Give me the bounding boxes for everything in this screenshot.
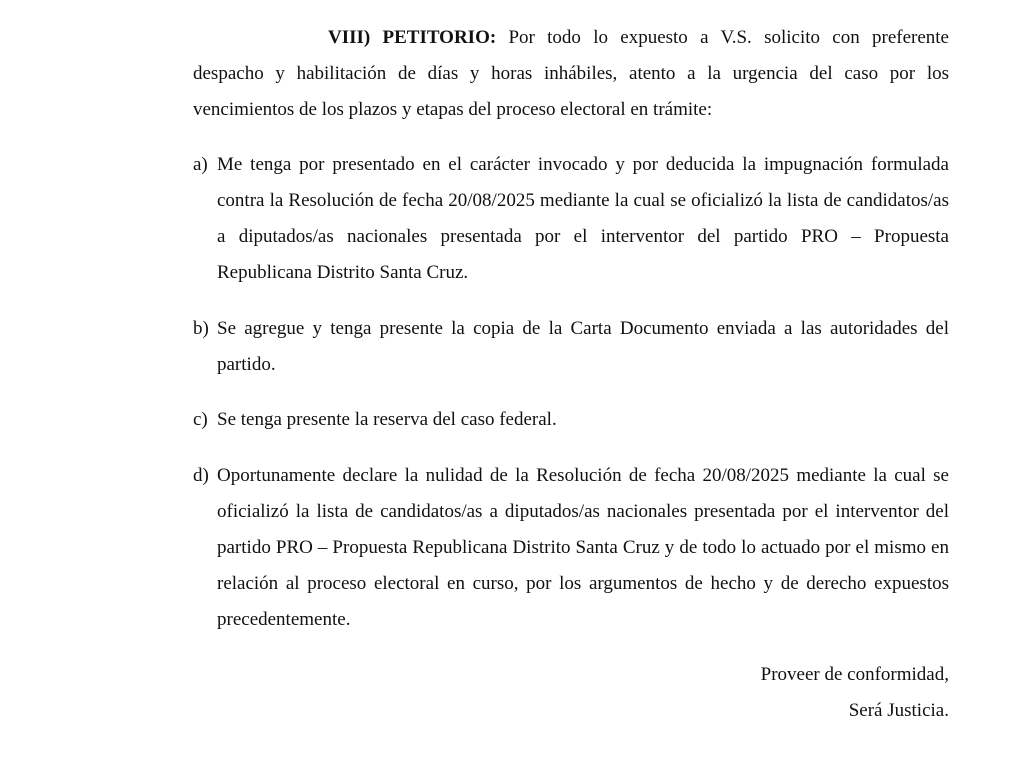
item-text: Se agregue y tenga presente la copia de la Carta Documento enviada a las autoridades del partido. [217,318,949,375]
item-text: Se tenga presente la reserva del caso federal. [217,409,557,430]
item-text: Oportunamente declare la nulidad de la Resolución de fecha 20/08/2025 mediante la cual se oficializó la lista de candidatos/as a diputados/as nacionales presentada por el interventor del partido PRO – Propuesta Republicana Distrito Santa Cruz y de todo lo actuado por el mismo en relación al proceso electoral en curso, por los argumentos de hecho y de derecho expuestos precedentemente. [217,465,949,630]
intro-text: Por todo lo expuesto a V.S. solicito con preferente despacho y habilitación de días y horas inhábiles, atento a la urgencia del caso por los vencimientos de los plazos y etapas del proceso electoral en trámite: [193,27,949,120]
closing-line-conformidad: Proveer de conformidad, [760,664,949,685]
item-marker: b) [193,318,209,339]
petition-item-b [193,311,949,383]
item-marker: d) [193,465,209,486]
petitorio-intro [193,20,949,128]
item-marker: a) [193,154,208,175]
item-text: Me tenga por presentado en el carácter invocado y por deducida la impugnación formulada contra la Resolución de fecha 20/08/2025 mediante la cual se oficializó la lista de candidatos/as a diputados/as nacionales presentada por el interventor del partido PRO – Propuesta Republicana Distrito Santa Cruz. [217,154,949,283]
petition-item-c [193,402,949,438]
petition-item-d [193,458,949,638]
closing-line-justicia: Será Justicia. [848,700,949,721]
petition-item-a [193,147,949,291]
section-heading: VIII) PETITORIO: [328,27,497,48]
item-marker: c) [193,409,208,430]
